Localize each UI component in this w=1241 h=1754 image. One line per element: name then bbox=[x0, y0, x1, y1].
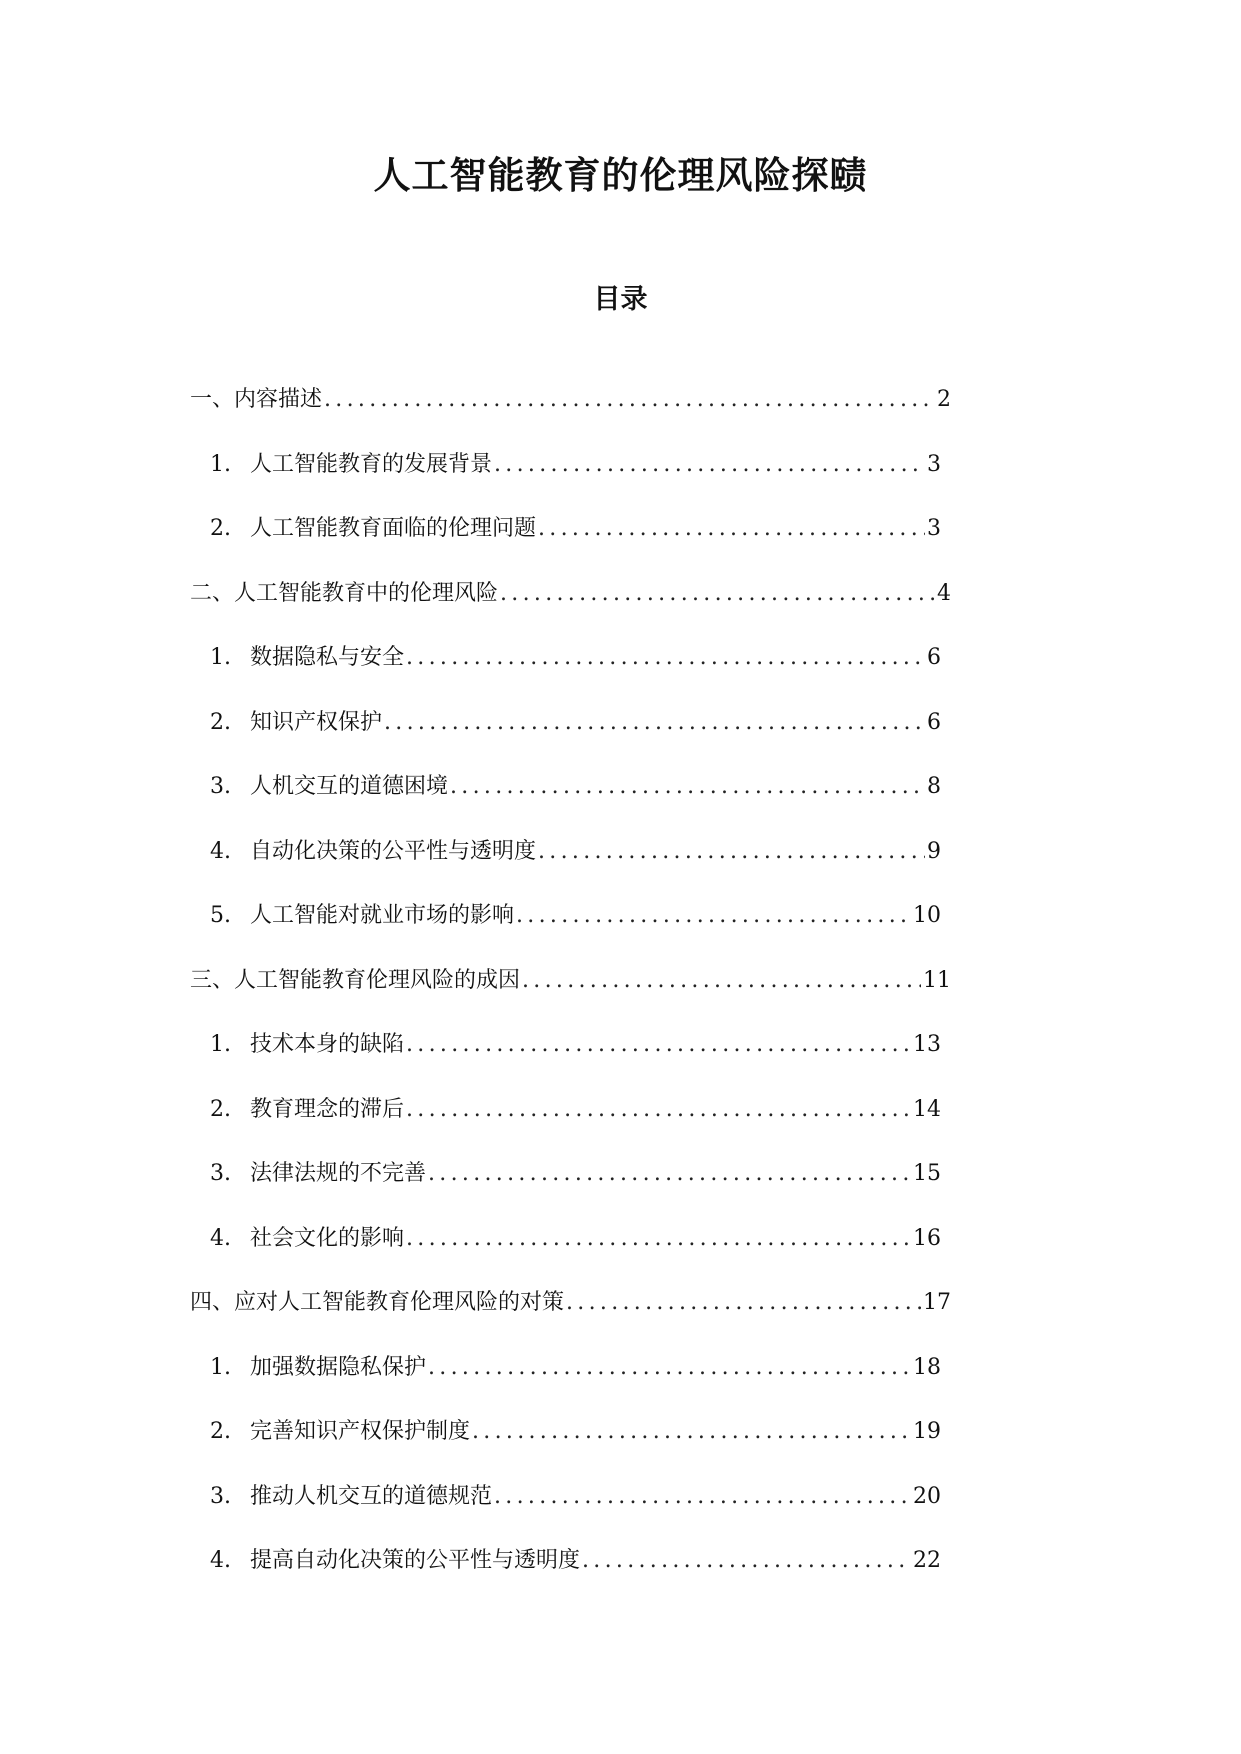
toc-entry-title: 一、内容描述 bbox=[190, 387, 323, 412]
toc-entry-number: 3. bbox=[210, 1161, 231, 1186]
toc-entry[interactable] bbox=[210, 767, 941, 807]
toc-entry-page-number: 8 bbox=[927, 774, 941, 799]
toc-dot-leader bbox=[450, 767, 925, 807]
toc-entry-page-number: 3 bbox=[927, 451, 941, 477]
toc-entry-number: 4. bbox=[210, 1548, 231, 1573]
toc-entry-title: 推动人机交互的道德规范 bbox=[250, 1483, 493, 1509]
toc-entry-page-number: 6 bbox=[927, 645, 941, 670]
toc-entry-title: 完善知识产权保护制度 bbox=[250, 1419, 471, 1444]
toc-heading: 目录 bbox=[593, 284, 648, 315]
toc-dot-leader bbox=[522, 961, 921, 1001]
toc-entry-page-number: 4 bbox=[937, 580, 951, 606]
toc-entry-page-number: 19 bbox=[913, 1419, 941, 1444]
document-title: 人工智能教育的伦理风险探赜 bbox=[373, 153, 868, 197]
toc-entry-title: 法律法规的不完善 bbox=[250, 1161, 427, 1186]
toc-dot-leader bbox=[472, 1412, 911, 1452]
toc-entry-number: 1. bbox=[210, 1354, 231, 1380]
toc-entry[interactable] bbox=[210, 1412, 941, 1452]
toc-dot-leader bbox=[566, 1283, 921, 1323]
toc-dot-leader bbox=[428, 1154, 911, 1194]
toc-dot-leader bbox=[538, 832, 925, 872]
toc-entry-page-number: 22 bbox=[913, 1548, 941, 1573]
toc-entry-title: 提高自动化决策的公平性与透明度 bbox=[250, 1548, 581, 1573]
toc-entry-title: 人工智能对就业市场的影响 bbox=[250, 903, 515, 928]
toc-entry-page-number: 18 bbox=[913, 1354, 941, 1380]
toc-entry-page-number: 3 bbox=[927, 516, 941, 541]
toc-entry-title: 二、人工智能教育中的伦理风险 bbox=[190, 580, 499, 606]
toc-entry-number: 3. bbox=[210, 1483, 231, 1509]
toc-entry[interactable] bbox=[210, 638, 941, 678]
toc-dot-leader bbox=[582, 1541, 911, 1581]
toc-dot-leader bbox=[538, 509, 925, 549]
toc-entry[interactable] bbox=[210, 703, 941, 743]
toc-entry-title: 人工智能教育面临的伦理问题 bbox=[250, 516, 537, 541]
toc-entry-title: 四、应对人工智能教育伦理风险的对策 bbox=[190, 1290, 565, 1315]
toc-entry-title: 社会文化的影响 bbox=[250, 1225, 405, 1251]
toc-entry-title: 人机交互的道德困境 bbox=[250, 774, 449, 799]
toc-entry-number: 2. bbox=[210, 709, 231, 735]
toc-dot-leader bbox=[406, 1090, 911, 1130]
toc-dot-leader bbox=[384, 703, 925, 743]
toc-entry-title: 知识产权保护 bbox=[250, 709, 383, 735]
toc-entry-title: 人工智能教育的发展背景 bbox=[250, 451, 493, 477]
toc-entry[interactable] bbox=[210, 1477, 941, 1517]
toc-entry[interactable] bbox=[190, 961, 951, 1001]
toc-entry-number: 2. bbox=[210, 1096, 231, 1122]
toc-entry[interactable] bbox=[190, 574, 951, 614]
toc-entry-number: 2. bbox=[210, 516, 231, 541]
toc-dot-leader bbox=[406, 638, 925, 678]
toc-dot-leader bbox=[406, 1025, 911, 1065]
toc-entry-page-number: 20 bbox=[913, 1483, 941, 1509]
toc-entry-number: 1. bbox=[210, 1032, 231, 1057]
toc-entry[interactable] bbox=[210, 896, 941, 936]
toc-entry-page-number: 2 bbox=[937, 387, 951, 412]
toc-entry-title: 技术本身的缺陷 bbox=[250, 1032, 405, 1057]
toc-entry[interactable] bbox=[210, 1541, 941, 1581]
toc-entry-title: 教育理念的滞后 bbox=[250, 1096, 405, 1122]
toc-entry-number: 1. bbox=[210, 645, 231, 670]
toc-entry-title: 三、人工智能教育伦理风险的成因 bbox=[190, 967, 521, 993]
toc-dot-leader bbox=[406, 1219, 911, 1259]
toc-dot-leader bbox=[428, 1348, 911, 1388]
toc-dot-leader bbox=[494, 445, 925, 485]
toc-entry-number: 2. bbox=[210, 1419, 231, 1444]
toc-entry-page-number: 10 bbox=[913, 903, 941, 928]
toc-entry[interactable] bbox=[210, 1154, 941, 1194]
toc-entry-page-number: 16 bbox=[913, 1225, 941, 1251]
toc-entry-number: 1. bbox=[210, 451, 231, 477]
toc-entry-title: 自动化决策的公平性与透明度 bbox=[250, 838, 537, 864]
toc-entry-page-number: 17 bbox=[923, 1290, 951, 1315]
toc-entry-number: 3. bbox=[210, 774, 231, 799]
toc-entry[interactable] bbox=[190, 380, 951, 420]
toc-entry-number: 5. bbox=[210, 903, 231, 928]
toc-entry-page-number: 11 bbox=[923, 967, 951, 993]
toc-entry[interactable] bbox=[210, 1090, 941, 1130]
toc-dot-leader bbox=[494, 1477, 911, 1517]
toc-entry[interactable] bbox=[210, 1348, 941, 1388]
toc-dot-leader bbox=[324, 380, 935, 420]
toc-entry[interactable] bbox=[210, 445, 941, 485]
toc-dot-leader bbox=[500, 574, 935, 614]
toc-entry[interactable] bbox=[210, 1219, 941, 1259]
toc-entry[interactable] bbox=[210, 1025, 941, 1065]
toc-entry-page-number: 9 bbox=[927, 838, 941, 864]
toc-entry-title: 数据隐私与安全 bbox=[250, 645, 405, 670]
toc-entry-number: 4. bbox=[210, 838, 231, 864]
toc-entry[interactable] bbox=[210, 509, 941, 549]
toc-dot-leader bbox=[516, 896, 911, 936]
toc-entry-page-number: 6 bbox=[927, 709, 941, 735]
toc-entry-page-number: 14 bbox=[913, 1096, 941, 1122]
toc-entry-number: 4. bbox=[210, 1225, 231, 1251]
toc-entry-title: 加强数据隐私保护 bbox=[250, 1354, 427, 1380]
toc-entry[interactable] bbox=[210, 832, 941, 872]
toc-entry-page-number: 13 bbox=[913, 1032, 941, 1057]
toc-entry[interactable] bbox=[190, 1283, 951, 1323]
toc-entry-page-number: 15 bbox=[913, 1161, 941, 1186]
